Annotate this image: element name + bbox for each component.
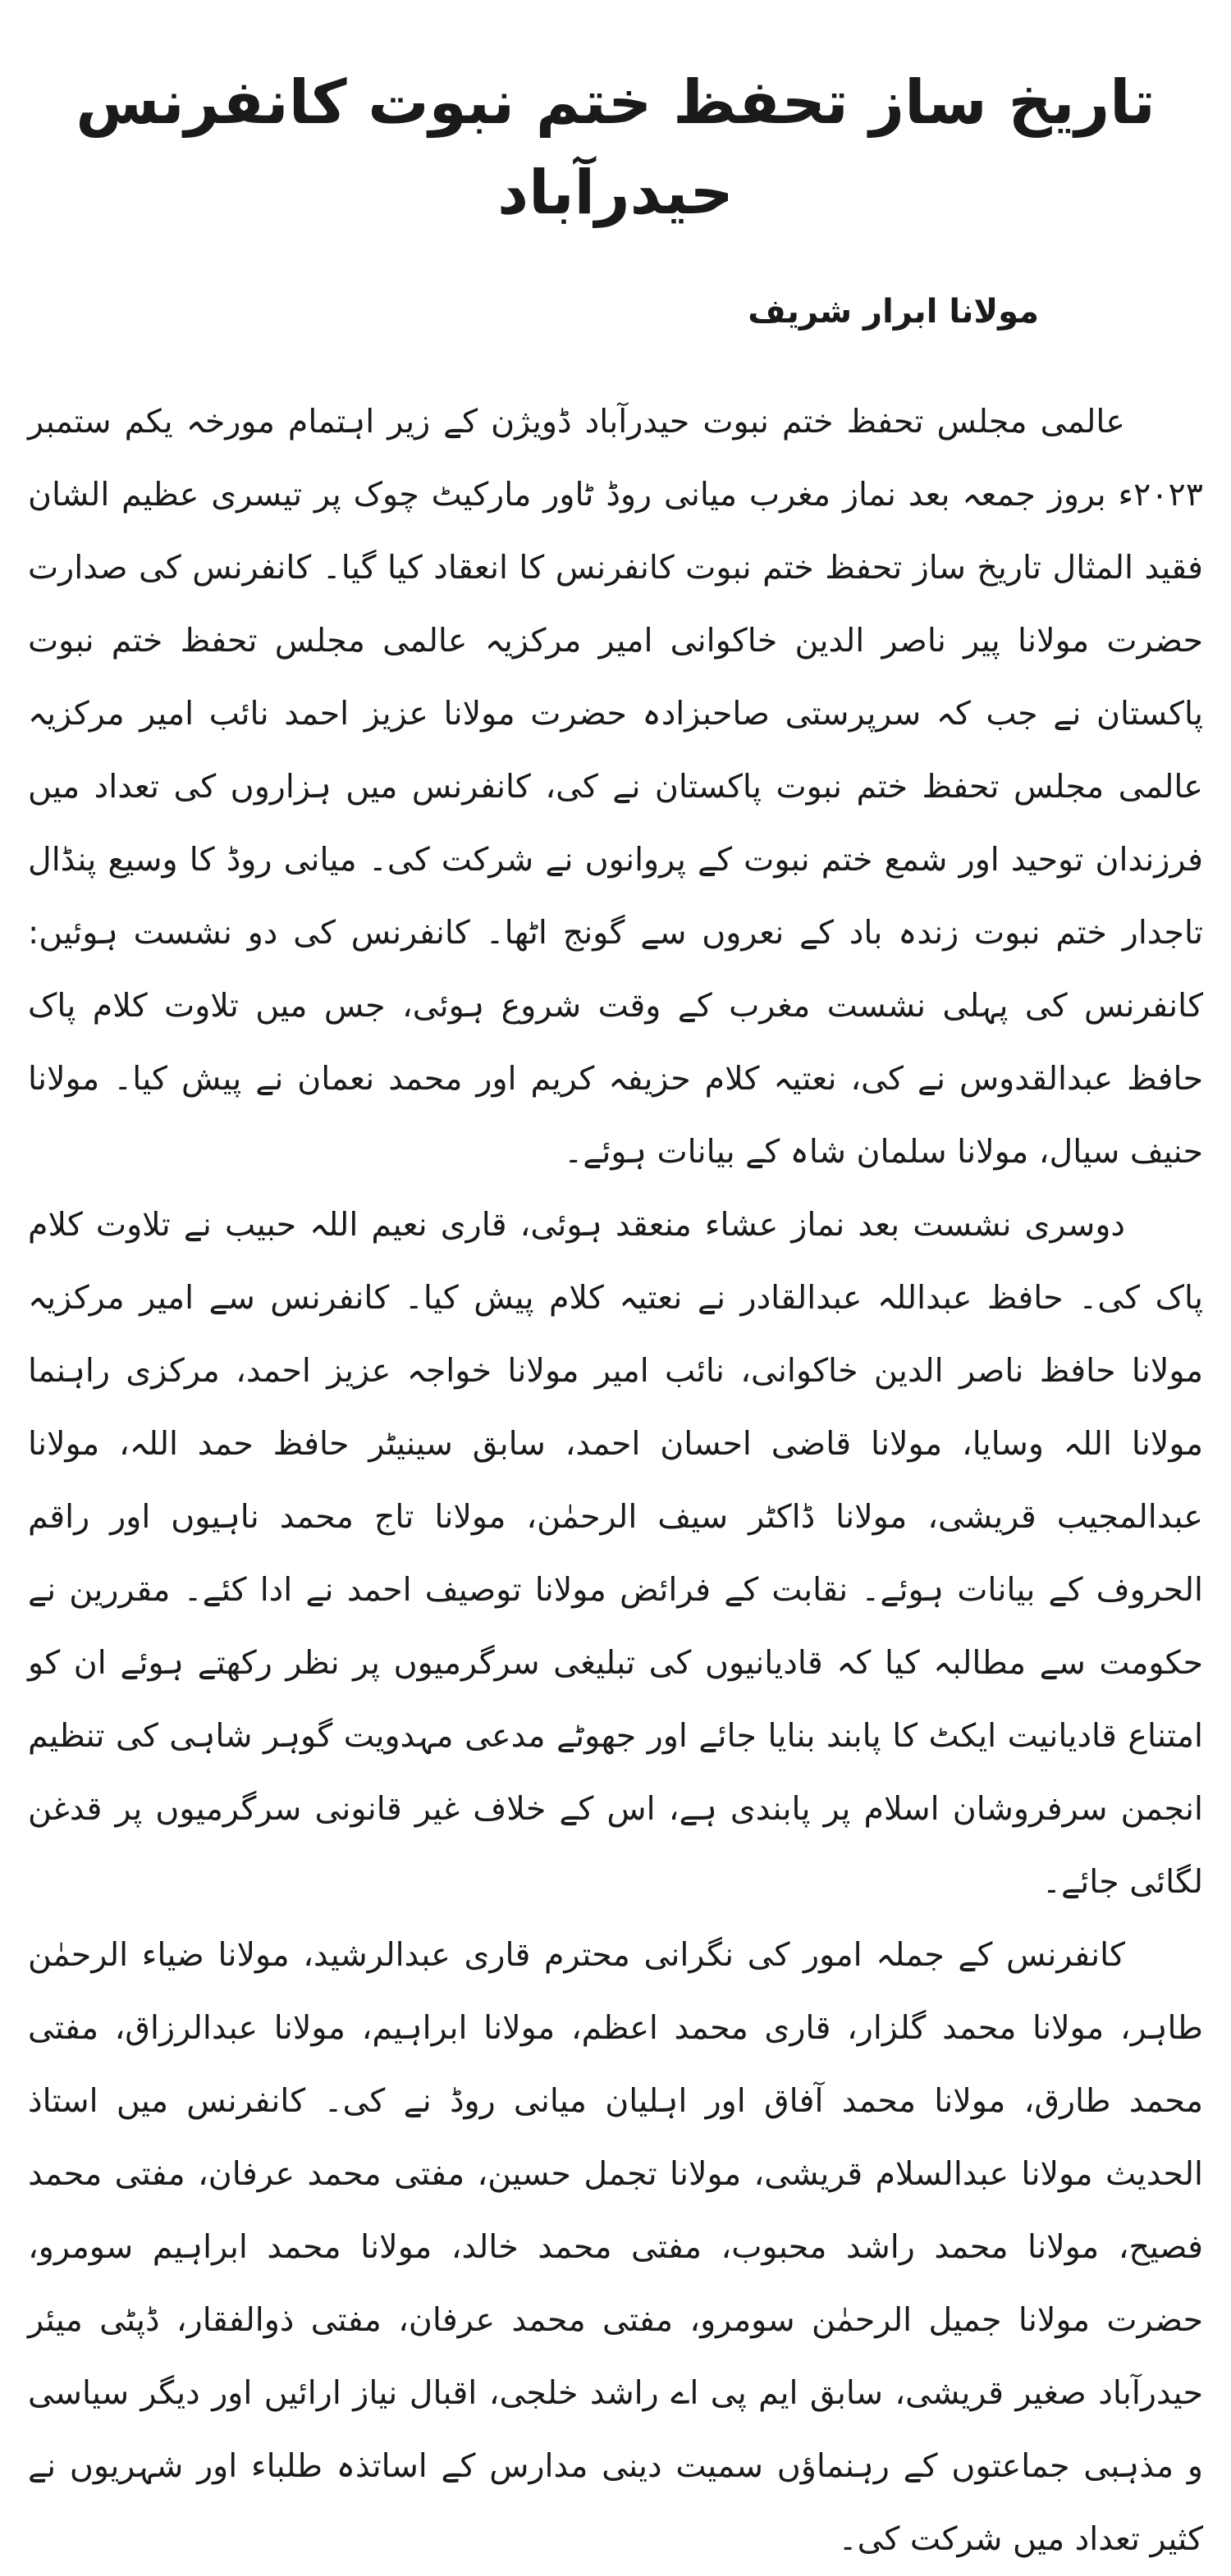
article-paragraph-3: کانفرنس کے جملہ امور کی نگرانی محترم قاری عبدالرشید، مولانا ضیاء الرحمٰن طاہر، مولانا محمد گلزار، قاری محمد اعظم، مولانا ابراہیم، مولانا عبدالرزاق، مفتی محمد طارق، مولانا محمد آفاق اور اہلیان میانی روڈ نے کی۔ کانفرنس میں استاذ الحدیث مولانا عبدالسلام قریشی، مولانا تجمل حسین، مفتی محمد عرفان، مفتی محمد فصیح، مولانا محمد راشد محبوب، مفتی محمد خالد، مولانا محمد ابراہیم سومرو، حضرت مولانا جمیل الرحمٰن سومرو، مفتی محمد عرفان، مفتی ذوالفقار، ڈپٹی میئر حیدرآباد صغیر قریشی، سابق ایم پی اے راشد خلجی، اقبال نیاز ارائیں اور دیگر سیاسی و مذہبی جماعتوں کے رہنماؤں سمیت دینی مدارس کے اساتذہ طلباء اور شہریوں نے کثیر تعداد میں شرکت کی۔ bbox=[28, 1936, 1203, 2558]
article-paragraph-2: دوسری نشست بعد نماز عشاء منعقد ہوئی، قاری نعیم اللہ حبیب نے تلاوت کلام پاک کی۔ حافظ عبداللہ عبدالقادر نے نعتیہ کلام پیش کیا۔ کانفرنس سے امیر مرکزیہ مولانا حافظ ناصر الدین خاکوانی، نائب امیر مولانا خواجہ عزیز احمد، مرکزی راہنما مولانا اللہ وسایا، مولانا قاضی احسان احمد، سابق سینیٹر حافظ حمد اللہ، مولانا عبدالمجیب قریشی، مولانا ڈاکٹر سیف الرحمٰن، مولانا تاج محمد ناہیوں اور راقم الحروف کے بیانات ہوئے۔ نقابت کے فرائض مولانا توصیف احمد نے ادا کئے۔ مقررین نے حکومت سے مطالبہ کیا کہ قادیانیوں کی تبلیغی سرگرمیوں پر نظر رکھتے ہوئے ان کو امتناع قادیانیت ایکٹ کا پابند بنایا جائے اور جھوٹے مدعی مہدویت گوہر شاہی کی تنظیم انجمن سرفروشان اسلام پر پابندی ہے، اس کے خلاف غیر قانونی سرگرمیوں پر قدغن لگائی جائے۔ bbox=[28, 1206, 1203, 1901]
article-title: تاریخ ساز تحفظ ختم نبوت کانفرنس حیدرآباد bbox=[76, 67, 1155, 228]
article-author: مولانا ابرار شریف bbox=[748, 293, 1039, 331]
article-body bbox=[28, 386, 1203, 2576]
article-paragraph-1: عالمی مجلس تحفظ ختم نبوت حیدرآباد ڈویژن کے زیر اہتمام مورخہ یکم ستمبر ۲۰۲۳ء بروز جمعہ بعد نماز مغرب میانی روڈ ٹاور مارکیٹ چوک پر تیسری عظیم الشان فقید المثال تاریخ ساز تحفظ ختم نبوت کانفرنس کا انعقاد کیا گیا۔ کانفرنس کی صدارت حضرت مولانا پیر ناصر الدین خاکوانی امیر مرکزیہ عالمی مجلس تحفظ ختم نبوت پاکستان نے جب کہ سرپرستی صاحبزادہ حضرت مولانا عزیز احمد نائب امیر مرکزیہ عالمی مجلس تحفظ ختم نبوت پاکستان نے کی، کانفرنس میں ہزاروں کی تعداد میں فرزندان توحید اور شمع ختم نبوت کے پروانوں نے شرکت کی۔ میانی روڈ کا وسیع پنڈال تاجدار ختم نبوت زندہ باد کے نعروں سے گونج اٹھا۔ کانفرنس کی دو نشست ہوئیں: کانفرنس کی پہلی نشست مغرب کے وقت شروع ہوئی، جس میں تلاوت کلام پاک حافظ عبدالقدوس نے کی، نعتیہ کلام حزیفہ کریم اور محمد نعمان نے پیش کیا۔ مولانا حنیف سیال، مولانا سلمان شاہ کے بیانات ہوئے۔ bbox=[28, 403, 1203, 1171]
